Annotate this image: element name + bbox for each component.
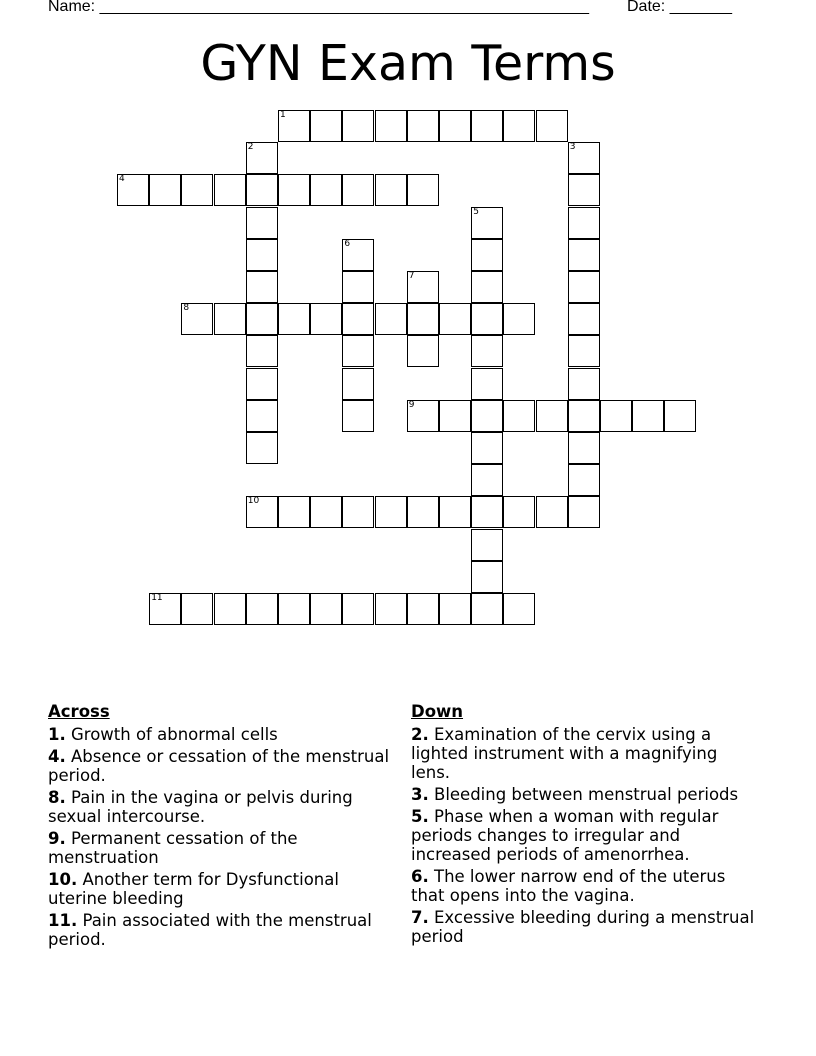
down-clue: [411, 908, 756, 946]
grid-cell[interactable]: [246, 174, 278, 206]
clue-text: Another term for Dysfunctional uterine bleeding: [48, 870, 339, 908]
grid-cell[interactable]: [342, 368, 374, 400]
grid-cell[interactable]: [471, 529, 503, 561]
clue-number-label: 8.: [48, 788, 66, 807]
grid-cell[interactable]: [278, 303, 310, 335]
clue-number: 10: [247, 496, 260, 507]
clue-number: 8: [183, 303, 190, 314]
clue-number-label: 4.: [48, 747, 66, 766]
grid-cell[interactable]: [246, 207, 278, 239]
grid-cell[interactable]: [246, 335, 278, 367]
grid-cell[interactable]: [536, 496, 568, 528]
down-clue: [411, 867, 756, 905]
grid-cell[interactable]: [342, 593, 374, 625]
grid-cell[interactable]: [503, 303, 535, 335]
grid-cell[interactable]: [471, 432, 503, 464]
grid-cell[interactable]: [246, 239, 278, 271]
grid-cell[interactable]: [181, 593, 213, 625]
grid-cell[interactable]: [246, 432, 278, 464]
grid-cell[interactable]: [503, 400, 535, 432]
grid-cell[interactable]: [181, 174, 213, 206]
grid-cell[interactable]: [342, 335, 374, 367]
grid-cell[interactable]: [310, 110, 342, 142]
grid-cell[interactable]: [471, 303, 503, 335]
grid-cell[interactable]: [600, 400, 632, 432]
grid-cell[interactable]: [214, 303, 246, 335]
clue-number-label: 6.: [411, 867, 429, 886]
clue-number-label: 9.: [48, 829, 66, 848]
across-clue: [48, 725, 393, 744]
grid-cell[interactable]: [342, 303, 374, 335]
grid-cell[interactable]: [342, 110, 374, 142]
page-title: GYN Exam Terms: [200, 35, 616, 92]
grid-cell[interactable]: [375, 593, 407, 625]
grid-cell[interactable]: [568, 400, 600, 432]
grid-cell[interactable]: [342, 400, 374, 432]
grid-cell[interactable]: [471, 207, 503, 239]
clue-number-label: 1.: [48, 725, 66, 744]
grid-cell[interactable]: [407, 271, 439, 303]
grid-cell[interactable]: [246, 271, 278, 303]
grid-cell[interactable]: [568, 432, 600, 464]
across-clue: [48, 911, 393, 949]
grid-cell[interactable]: [568, 368, 600, 400]
grid-cell[interactable]: [471, 239, 503, 271]
grid-cell[interactable]: [664, 400, 696, 432]
date-field-label: Date: _______: [627, 0, 732, 15]
grid-cell[interactable]: [407, 400, 439, 432]
grid-cell[interactable]: [471, 561, 503, 593]
grid-cell[interactable]: [568, 335, 600, 367]
grid-cell[interactable]: [342, 271, 374, 303]
clue-text: Permanent cessation of the menstruation: [48, 829, 298, 867]
grid-cell[interactable]: [536, 400, 568, 432]
grid-cell[interactable]: [278, 110, 310, 142]
grid-cell[interactable]: [471, 593, 503, 625]
clue-text: Growth of abnormal cells: [65, 725, 278, 744]
clue-text: Examination of the cervix using a lighted instrument with a magnifying lens.: [411, 725, 718, 782]
grid-cell[interactable]: [310, 496, 342, 528]
clue-number: 11: [151, 593, 163, 603]
down-clue: [411, 725, 756, 782]
grid-cell[interactable]: [568, 174, 600, 206]
grid-cell[interactable]: [214, 174, 246, 206]
grid-cell[interactable]: [471, 110, 503, 142]
clue-number: 5: [473, 206, 479, 217]
grid-cell[interactable]: [278, 496, 310, 528]
grid-cell[interactable]: [407, 335, 439, 367]
grid-cell[interactable]: [246, 400, 278, 432]
down-clue-list: [411, 725, 756, 946]
grid-cell[interactable]: [568, 271, 600, 303]
grid-cell[interactable]: [471, 496, 503, 528]
grid-cell[interactable]: [568, 142, 600, 174]
grid-cell[interactable]: [310, 174, 342, 206]
grid-cell[interactable]: [568, 464, 600, 496]
across-clue: [48, 829, 393, 867]
grid-cell[interactable]: [375, 303, 407, 335]
grid-cell[interactable]: [568, 303, 600, 335]
grid-cell[interactable]: [117, 174, 149, 206]
clue-text: Absence or cessation of the menstrual period.: [48, 747, 390, 785]
grid-cell[interactable]: [439, 400, 471, 432]
grid-cell[interactable]: [471, 400, 503, 432]
grid-cell[interactable]: [439, 110, 471, 142]
grid-cell[interactable]: [471, 464, 503, 496]
clue-number: 1: [280, 110, 286, 120]
grid-cell[interactable]: [149, 174, 181, 206]
down-clues: [411, 701, 756, 949]
grid-cell[interactable]: [471, 335, 503, 367]
grid-cell[interactable]: [503, 593, 535, 625]
clue-text: Excessive bleeding during a menstrual period: [411, 908, 755, 946]
grid-cell[interactable]: [568, 239, 600, 271]
grid-cell[interactable]: [503, 110, 535, 142]
clue-number-label: 3.: [411, 785, 429, 804]
clue-number: 9: [408, 399, 415, 410]
grid-cell[interactable]: [310, 303, 342, 335]
clue-number-label: 11.: [48, 911, 78, 930]
down-heading: Down: [411, 702, 464, 721]
clue-number: 7: [408, 271, 415, 281]
grid-cell[interactable]: [181, 303, 213, 335]
clue-text: Pain associated with the menstrual period.: [48, 911, 372, 949]
across-clue: [48, 788, 393, 826]
grid-cell[interactable]: [568, 496, 600, 528]
grid-cell[interactable]: [214, 593, 246, 625]
clue-number-label: 2.: [411, 725, 429, 744]
name-field-label: Name: _______________________________________________________: [48, 0, 589, 15]
across-clue-list: [48, 725, 393, 949]
grid-cell[interactable]: [632, 400, 664, 432]
grid-cell[interactable]: [246, 368, 278, 400]
grid-cell[interactable]: [407, 110, 439, 142]
clue-number-label: 5.: [411, 807, 429, 826]
grid-cell[interactable]: [246, 142, 278, 174]
grid-cell[interactable]: [407, 174, 439, 206]
grid-cell[interactable]: [407, 593, 439, 625]
grid-cell[interactable]: [536, 110, 568, 142]
grid-cell[interactable]: [439, 496, 471, 528]
clue-text: Phase when a woman with regular periods changes to irregular and increased periods of amenorrhea.: [411, 807, 719, 864]
clue-number-label: 7.: [411, 908, 429, 927]
across-clues: [48, 701, 393, 952]
grid-cell[interactable]: [246, 303, 278, 335]
grid-cell[interactable]: [375, 496, 407, 528]
grid-cell[interactable]: [471, 271, 503, 303]
across-clue: [48, 870, 393, 908]
grid-cell[interactable]: [439, 303, 471, 335]
grid-cell[interactable]: [407, 496, 439, 528]
clue-text: Bleeding between menstrual periods: [428, 785, 739, 804]
across-clue: [48, 747, 393, 785]
grid-cell[interactable]: [342, 496, 374, 528]
clue-text: The lower narrow end of the uterus that opens into the vagina.: [411, 867, 726, 905]
clue-text: Pain in the vagina or pelvis during sexual intercourse.: [48, 788, 353, 826]
clue-number-label: 10.: [48, 870, 78, 889]
grid-cell[interactable]: [439, 593, 471, 625]
grid-cell[interactable]: [278, 593, 310, 625]
grid-cell[interactable]: [278, 174, 310, 206]
grid-cell[interactable]: [503, 496, 535, 528]
down-clue: [411, 807, 756, 864]
clue-number: 2: [247, 142, 254, 153]
grid-cell[interactable]: [342, 239, 374, 271]
grid-cell[interactable]: [246, 496, 278, 528]
grid-cell[interactable]: [471, 368, 503, 400]
grid-cell[interactable]: [149, 593, 181, 625]
clue-number: 6: [344, 238, 351, 249]
grid-cell[interactable]: [375, 174, 407, 206]
grid-cell[interactable]: [246, 593, 278, 625]
grid-cell[interactable]: [407, 303, 439, 335]
grid-cell[interactable]: [310, 593, 342, 625]
grid-cell[interactable]: [568, 207, 600, 239]
across-heading: Across: [48, 702, 110, 721]
clue-number: 3: [569, 142, 576, 153]
grid-cell[interactable]: [342, 174, 374, 206]
down-clue: [411, 785, 756, 804]
clue-number: 4: [119, 174, 125, 185]
grid-cell[interactable]: [375, 110, 407, 142]
